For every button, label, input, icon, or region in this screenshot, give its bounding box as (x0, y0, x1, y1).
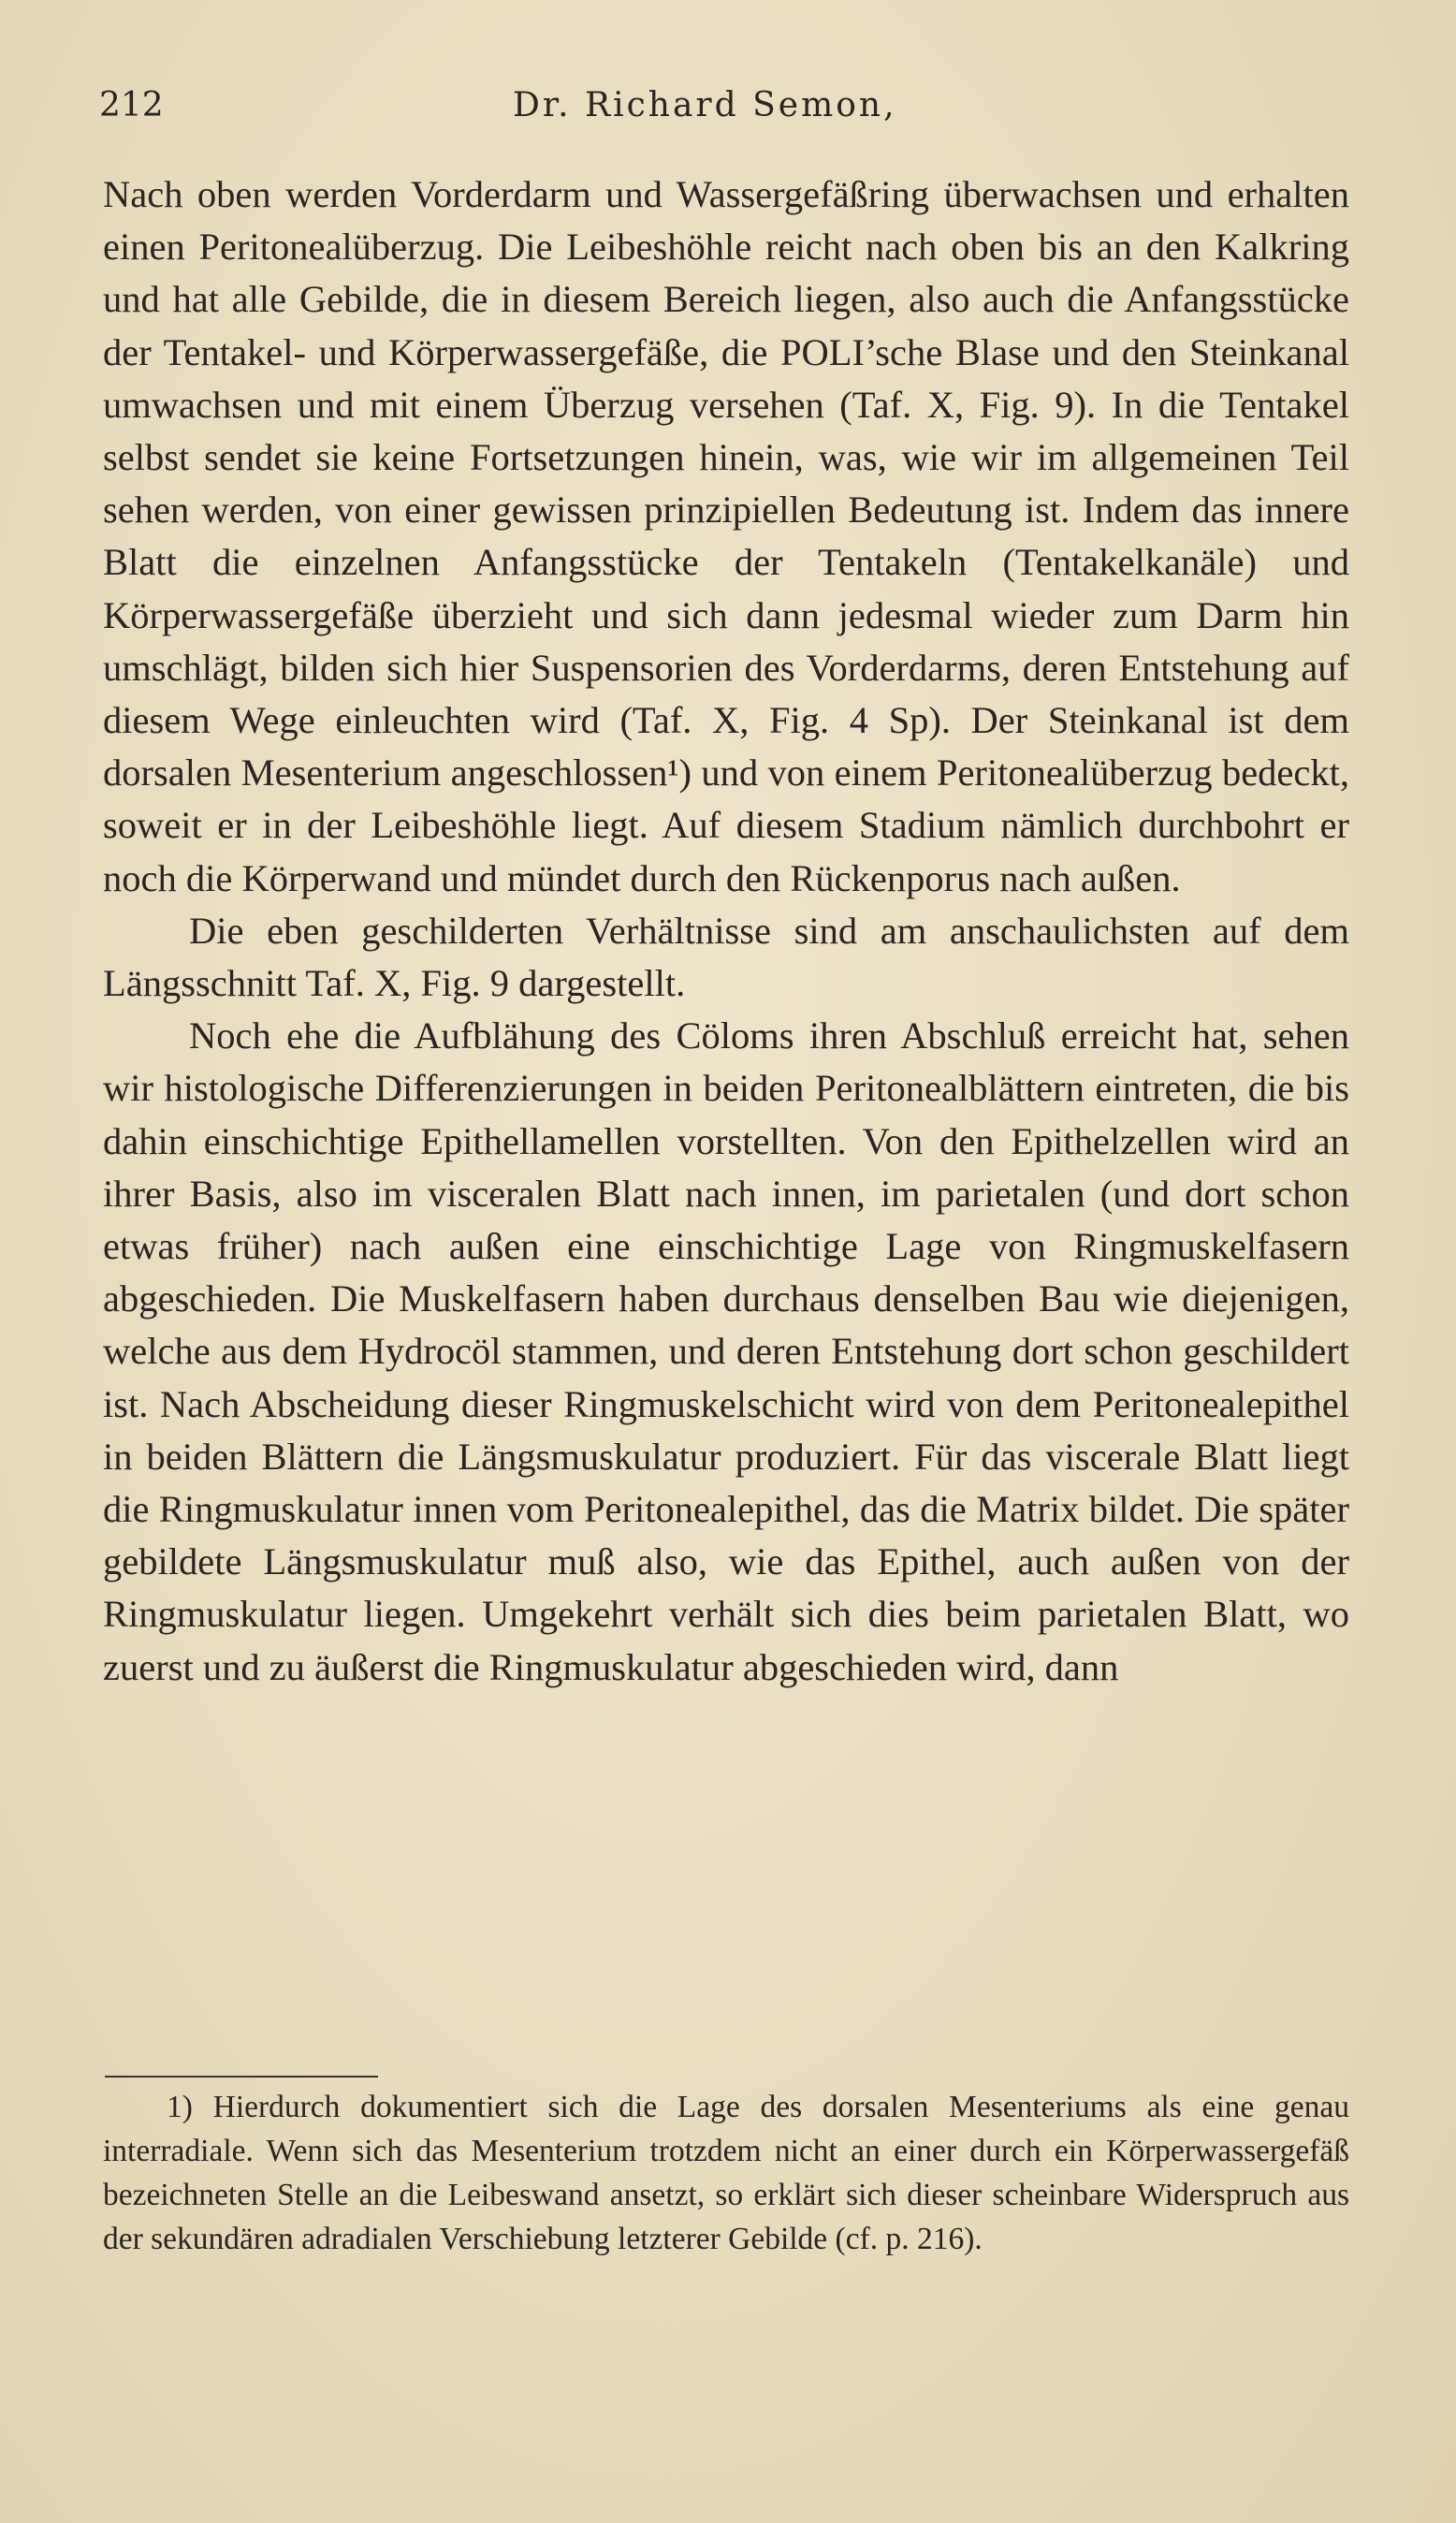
page-header (99, 86, 1353, 142)
page-number: 212 (99, 86, 164, 124)
footnote-divider (105, 2076, 378, 2078)
running-head: Dr. Richard Semon, (513, 86, 897, 124)
main-text (103, 168, 1349, 1694)
paragraph: Noch ehe die Aufblähung des Cöloms ihren Abschluß erreicht hat, sehen wir histologische Differenzierungen in beiden Peritonealblättern eintreten, die bis dahin einschichtige Epithellamellen vorstellten. Von den Epithelzellen wird an ihrer Basis, also im visceralen Blatt nach innen, im parietalen (und dort schon etwas früher) nach außen eine einschichtige Lage von Ringmuskelfasern abgeschieden. Die Muskelfasern haben durchaus denselben Bau wie diejenigen, welche aus dem Hydrocöl stammen, und deren Entstehung dort schon geschildert ist. Nach Abscheidung dieser Ringmuskelschicht wird von dem Peritonealepithel in beiden Blättern die Längsmuskulatur produziert. Für das viscerale Blatt liegt die Ringmuskulatur innen vom Peritonealepithel, das die Matrix bildet. Die später gebildete Längsmuskulatur muß also, wie das Epithel, auch außen von der Ringmuskulatur liegen. Umgekehrt verhält sich dies beim parietalen Blatt, wo zuerst und zu äußerst die Ringmuskulatur abgeschieden wird, dann (103, 1014, 1349, 1688)
footnotes (103, 2085, 1349, 2261)
footnote: 1) Hierdurch dokumentiert sich die Lage des dorsalen Mesenteriums als eine genau interradiale. Wenn sich das Mesenterium trotzdem nicht an einer durch ein Körperwassergefäß bezeichneten Stelle an die Leibeswand ansetzt, so erklärt sich dieser scheinbare Widerspruch aus der sekundären adradialen Verschiebung letzterer Gebilde (cf. p. 216). (103, 2090, 1349, 2256)
paragraph: Nach oben werden Vorderdarm und Wassergefäßring überwachsen und erhalten einen Peritonealüberzug. Die Leibeshöhle reicht nach oben bis an den Kalkring und hat alle Gebilde, die in diesem Bereich liegen, also auch die Anfangsstücke der Tentakel- und Körperwassergefäße, die POLI’sche Blase und den Steinkanal umwachsen und mit einem Überzug versehen (Taf. X, Fig. 9). In die Tentakel selbst sendet sie keine Fortsetzungen hinein, was, wie wir im allgemeinen Teil sehen werden, von einer gewissen prinzipiellen Bedeutung ist. Indem das innere Blatt die einzelnen Anfangsstücke der Tentakeln (Tentakelkanäle) und Körperwassergefäße überzieht und sich dann jedesmal wieder zum Darm hin umschlägt, bilden sich hier Suspensorien des Vorderdarms, deren Entstehung auf diesem Wege einleuchten wird (Taf. X, Fig. 4 Sp). Der Steinkanal ist dem dorsalen Mesenterium angeschlossen¹) und von einem Peritonealüberzug bedeckt, soweit er in der Leibeshöhle liegt. Auf diesem Stadium nämlich durchbohrt er noch die Körperwand und mündet durch den Rückenporus nach außen. (103, 173, 1349, 899)
paragraph: Die eben geschilderten Verhältnisse sind am anschaulichsten auf dem Längsschnitt Taf. X, Fig. 9 dargestellt. (103, 909, 1349, 1005)
